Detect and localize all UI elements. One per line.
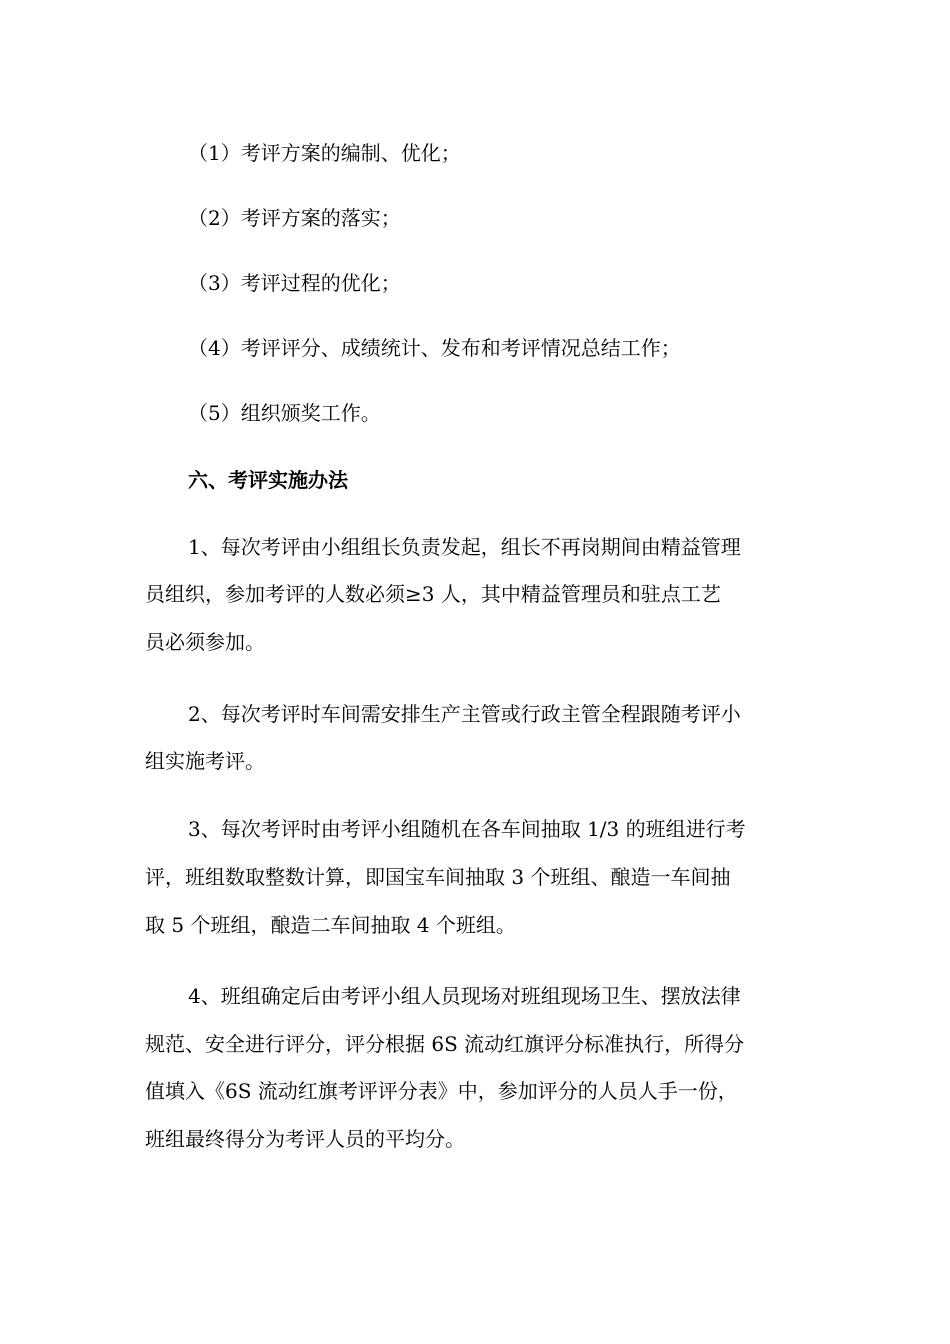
- paragraph-line: 2、每次考评时车间需安排生产主管或行政主管全程跟随考评小: [188, 702, 741, 726]
- paragraph-line: 4、班组确定后由考评小组人员现场对班组现场卫生、摆放法律: [188, 984, 741, 1008]
- list-item-4: （4）考评评分、成绩统计、发布和考评情况总结工作；: [188, 336, 681, 360]
- list-item-5: （5）组织颁奖工作。: [188, 401, 381, 425]
- paragraph-line: 1、每次考评由小组组长负责发起，组长不再岗期间由精益管理: [188, 535, 741, 559]
- list-item-1: （1）考评方案的编制、优化；: [188, 141, 461, 165]
- paragraph-line: 值填入《6S 流动红旗考评评分表》中，参加评分的人员人手一份，: [145, 1079, 738, 1103]
- paragraph-line: 评，班组数取整数计算，即国宝车间抽取 3 个班组、酿造一车间抽: [145, 865, 731, 889]
- paragraph-line: 规范、安全进行评分，评分根据 6S 流动红旗评分标准执行，所得分: [145, 1032, 745, 1056]
- paragraph-line: 取 5 个班组，酿造二车间抽取 4 个班组。: [145, 913, 516, 937]
- section-heading: 六、考评实施办法: [188, 468, 348, 492]
- paragraph-line: 组实施考评。: [145, 749, 265, 773]
- paragraph-line: 员必须参加。: [145, 630, 265, 654]
- list-item-3: （3）考评过程的优化；: [188, 271, 401, 295]
- list-item-2: （2）考评方案的落实；: [188, 206, 401, 230]
- paragraph-line: 员组织，参加考评的人数必须≥3 人，其中精益管理员和驻点工艺: [145, 582, 721, 606]
- paragraph-line: 班组最终得分为考评人员的平均分。: [145, 1127, 465, 1151]
- paragraph-line: 3、每次考评时由考评小组随机在各车间抽取 1/3 的班组进行考: [188, 817, 746, 841]
